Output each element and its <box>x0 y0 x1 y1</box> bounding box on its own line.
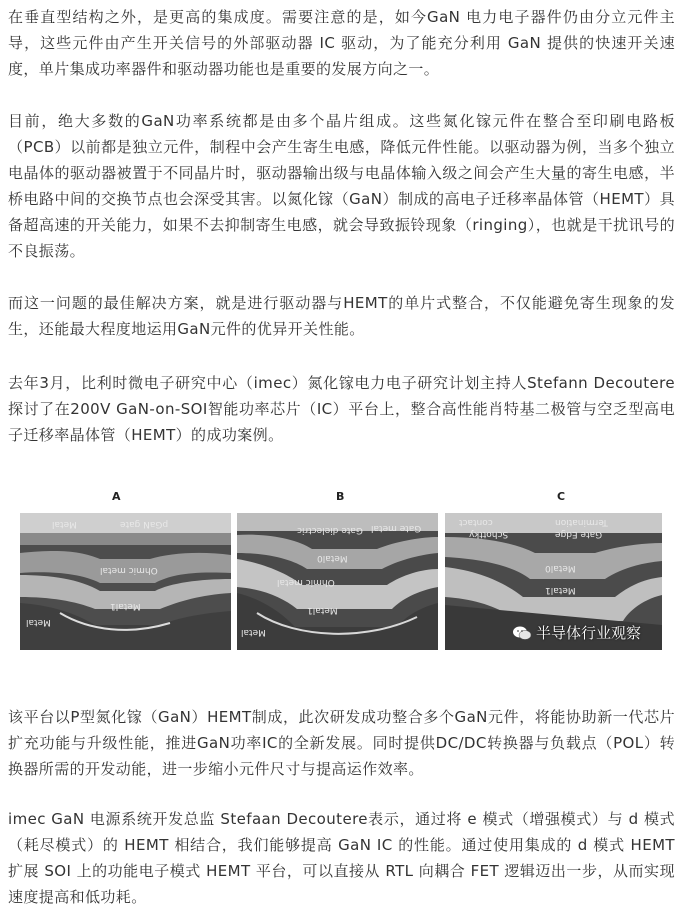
label-ohmic-metal: Ohmic metal <box>100 565 158 575</box>
label-metal0: Metal0 <box>317 553 348 563</box>
label-gate-metal: Gate metal <box>371 523 422 533</box>
label-metal: Metal <box>26 617 51 627</box>
label-metal-top: Metal <box>52 519 77 529</box>
figure-label-b: B <box>336 490 345 503</box>
wechat-icon <box>512 625 532 641</box>
label-termination: Termination <box>555 517 608 527</box>
label-metal-b: Metal <box>241 627 266 637</box>
label-gate-dielectric: Gate dielectric <box>297 525 363 535</box>
label-gate-edge: Gate Edge <box>555 529 603 539</box>
sem-panel-a <box>20 513 231 650</box>
label-contact: contact <box>459 517 493 527</box>
watermark-text: 半导体行业观察 <box>536 624 642 642</box>
label-metal1-c: Metal1 <box>545 585 576 595</box>
figure-label-c: C <box>557 490 566 503</box>
sem-panel-b <box>237 513 438 650</box>
label-ohmic-metal-b: Ohmic metal <box>277 577 335 587</box>
label-pgan-gate: pGaN gate <box>120 519 169 529</box>
label-schottky: Schottky <box>469 529 509 539</box>
watermark <box>512 622 641 643</box>
figure-label-a: A <box>112 490 121 503</box>
paragraph-1: 在垂直型结构之外，是更高的集成度。需要注意的是，如今GaN 电力电子器件仍由分立元件主导，这些元件由产生开关信号的外部驱动器 IC 驱动，为了能充分利用 GaN 提供的快速开关速度，单片集成功率器件和驱动器功能也是重要的发展方向之一。 <box>8 8 675 78</box>
label-metal1: Metal1 <box>110 601 141 611</box>
paragraph-4: 去年3月，比利时微电子研究中心（imec）氮化镓电力电子研究计划主持人Stefann Decoutere探讨了在200V GaN-on-SOI智能功率芯片（IC）平台上，整合高性能肖特基二极管与空乏型高电子迁移率晶体管（HEMT）的成功案例。 <box>8 374 675 444</box>
paragraph-5: 该平台以P型氮化镓（GaN）HEMT制成，此次研发成功整合多个GaN元件，将能协助新一代芯片扩充功能与升级性能，推进GaN功率IC的全新发展。同时提供DC/DC转换器与负载点（POL）转换器所需的开发动能，进一步缩小元件尺寸与提高运作效率。 <box>8 708 675 778</box>
label-metal0-c: Metal0 <box>545 563 576 573</box>
paragraph-3: 而这一问题的最佳解决方案，就是进行驱动器与HEMT的单片式整合，不仅能避免寄生现象的发生，还能最大程度地运用GaN元件的优异开关性能。 <box>8 294 675 338</box>
label-metal1-b: Metal1 <box>307 605 338 615</box>
paragraph-6: imec GaN 电源系统开发总监 Stefaan Decoutere表示，通过将 e 模式（增强模式）与 d 模式（耗尽模式）的 HEMT 相结合，我们能够提高 GaN IC 的性能。通过使用集成的 d 模式 HEMT 扩展 SOI 上的功能电子模式 HEMT 平台，可以直接从 RTL 向耦合 FET 逻辑迈出一步，从而实现速度提高和低功耗。 <box>8 810 675 906</box>
sem-image-a <box>20 513 231 650</box>
paragraph-2: 目前，绝大多数的GaN功率系统都是由多个晶片组成。这些氮化镓元件在整合至印刷电路板（PCB）以前都是独立元件，制程中会产生寄生电感，降低元件性能。以驱动器为例，当多个独立电晶体的驱动器被置于不同晶片时，驱动器输出级与电晶体输入级之间会产生大量的寄生电感，半桥电路中间的交换节点也会深受其害。以氮化镓（GaN）制成的高电子迁移率晶体管（HEMT）具备超高速的开关能力，如果不去抑制寄生电感，就会导致振铃现象（ringing），也就是干扰讯号的不良振荡。 <box>8 112 675 260</box>
